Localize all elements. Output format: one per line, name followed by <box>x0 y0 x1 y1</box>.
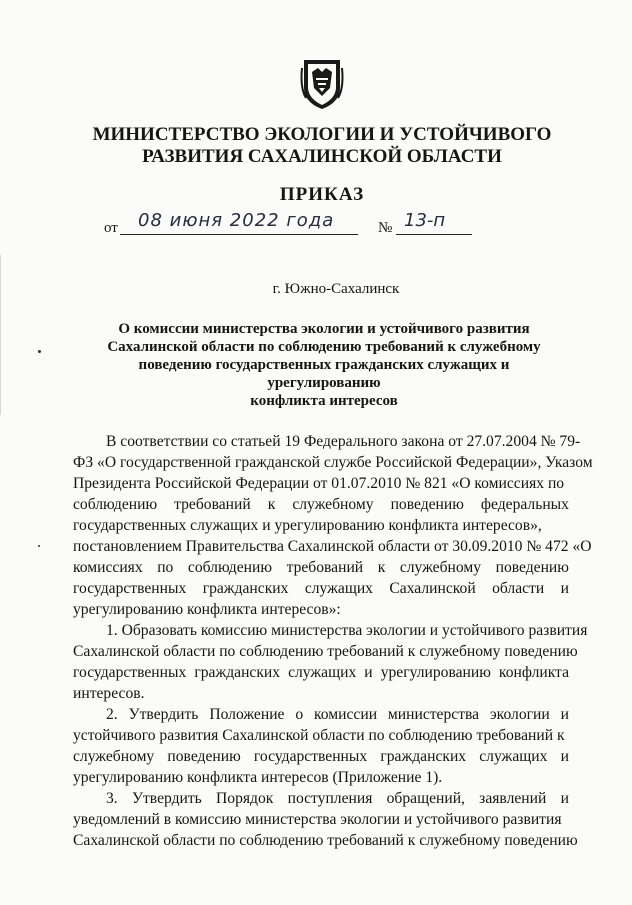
word: служебному <box>399 559 482 576</box>
number-underline <box>396 234 472 235</box>
word: комиссиях <box>73 559 143 576</box>
word: служебному <box>292 496 374 513</box>
word: 3. <box>106 790 118 807</box>
subject-line: Сахалинской области по соблюдению требований к служебному <box>107 339 541 355</box>
word: комиссии <box>314 706 378 723</box>
body-line: В соответствии со статьей 19 Федерального закона от 27.07.2004 № 79- <box>106 433 581 450</box>
word: Сахалинской <box>389 580 476 597</box>
scan-edge <box>0 255 1 415</box>
body-line: урегулированию конфликта интересов»: <box>73 601 341 618</box>
word: Положение <box>209 706 285 723</box>
word: экологии <box>489 706 550 723</box>
word: к <box>267 496 276 513</box>
subject-line: О комиссии министерства экологии и устойчивого развития <box>118 321 530 337</box>
word: и <box>560 748 569 765</box>
word: поведению <box>390 496 464 513</box>
word: заявлений <box>479 790 547 807</box>
word: по <box>157 559 174 576</box>
city: г. Южно-Сахалинск <box>272 281 400 297</box>
word: Утвердить <box>131 790 202 807</box>
handwritten-date: 08 июня 2022 года <box>138 210 335 231</box>
body-line-justified <box>73 747 569 767</box>
ministry-name-line-1: МИНИСТЕРСТВО ЭКОЛОГИИ И УСТОЙЧИВОГО <box>92 124 552 145</box>
date-underline <box>120 234 358 235</box>
body-line: ФЗ «О государственной гражданской службе Российской Федерации», Указом <box>73 454 593 471</box>
word: министерства <box>387 706 480 723</box>
word: Порядок <box>216 790 274 807</box>
body-line-justified <box>73 663 569 683</box>
word: и <box>560 580 569 597</box>
word: федеральных <box>480 496 569 513</box>
word: обращений, <box>386 790 465 807</box>
word: соблюдению <box>73 496 158 513</box>
body-line: Сахалинской области по соблюдению требований к служебному поведению <box>73 832 578 849</box>
word: государственных <box>253 748 368 765</box>
body-line: государственных служащих и урегулированию конфликта интересов», <box>73 517 542 534</box>
word: служащих <box>479 748 548 765</box>
body-line: постановлением Правительства Сахалинской области от 30.09.2010 № 472 «О <box>73 538 592 555</box>
word: области <box>492 580 545 597</box>
body-line-justified <box>106 705 569 725</box>
word: 2. <box>106 706 118 723</box>
body-line-justified <box>73 558 569 578</box>
word: служебному <box>73 748 155 765</box>
word: и <box>560 706 569 723</box>
word: требований <box>174 496 251 513</box>
word: государственных <box>73 664 187 681</box>
word: гражданских <box>380 748 467 765</box>
word: соблюдению <box>187 559 273 576</box>
body-line: Президента Российской Федерации от 01.07.2010 № 821 «О комиссиях по <box>73 475 565 492</box>
word: служащих <box>288 664 357 681</box>
word: гражданских <box>194 664 281 681</box>
word: поступления <box>287 790 373 807</box>
body-line: урегулированию конфликта интересов (Приложение 1). <box>73 769 443 786</box>
word: государственных <box>73 580 187 597</box>
word: конфликта <box>498 664 569 681</box>
word: поведению <box>167 748 241 765</box>
word: и <box>560 790 569 807</box>
coat-of-arms-icon <box>300 58 344 110</box>
word: гражданских <box>202 580 289 597</box>
subject-line: поведению государственных гражданских служащих и урегулированию <box>138 357 510 391</box>
word: поведению <box>495 559 569 576</box>
word: к <box>377 559 386 576</box>
body-line: уведомлений в комиссию министерства экологии и устойчивого развития <box>73 811 562 828</box>
body-line: устойчивого развития Сахалинской области по соблюдению требований к <box>73 727 565 744</box>
word: Утвердить <box>128 706 199 723</box>
scan-speck <box>38 350 41 353</box>
body-line-justified <box>106 789 569 809</box>
body-line-justified <box>73 579 569 599</box>
word: о <box>295 706 304 723</box>
body-line: интересов. <box>73 685 145 702</box>
body-line-justified <box>73 495 569 515</box>
handwritten-number: 13-п <box>404 210 446 231</box>
order-subject <box>84 320 564 410</box>
body-line: Сахалинской области по соблюдению требований к служебному поведению <box>73 643 578 660</box>
number-prefix: № <box>378 220 393 236</box>
document-type: ПРИКАЗ <box>279 184 365 205</box>
scan-speck <box>38 545 40 547</box>
word: служащих <box>304 580 373 597</box>
subject-line: конфликта интересов <box>250 393 398 409</box>
ministry-name-line-2: РАЗВИТИЯ САХАЛИНСКОЙ ОБЛАСТИ <box>142 146 502 167</box>
word: требований <box>286 559 364 576</box>
body-line: 1. Образовать комиссию министерства экологии и устойчивого развития <box>106 622 588 639</box>
word: урегулированию <box>380 664 491 681</box>
date-prefix: от <box>104 220 118 236</box>
word: и <box>364 664 373 681</box>
